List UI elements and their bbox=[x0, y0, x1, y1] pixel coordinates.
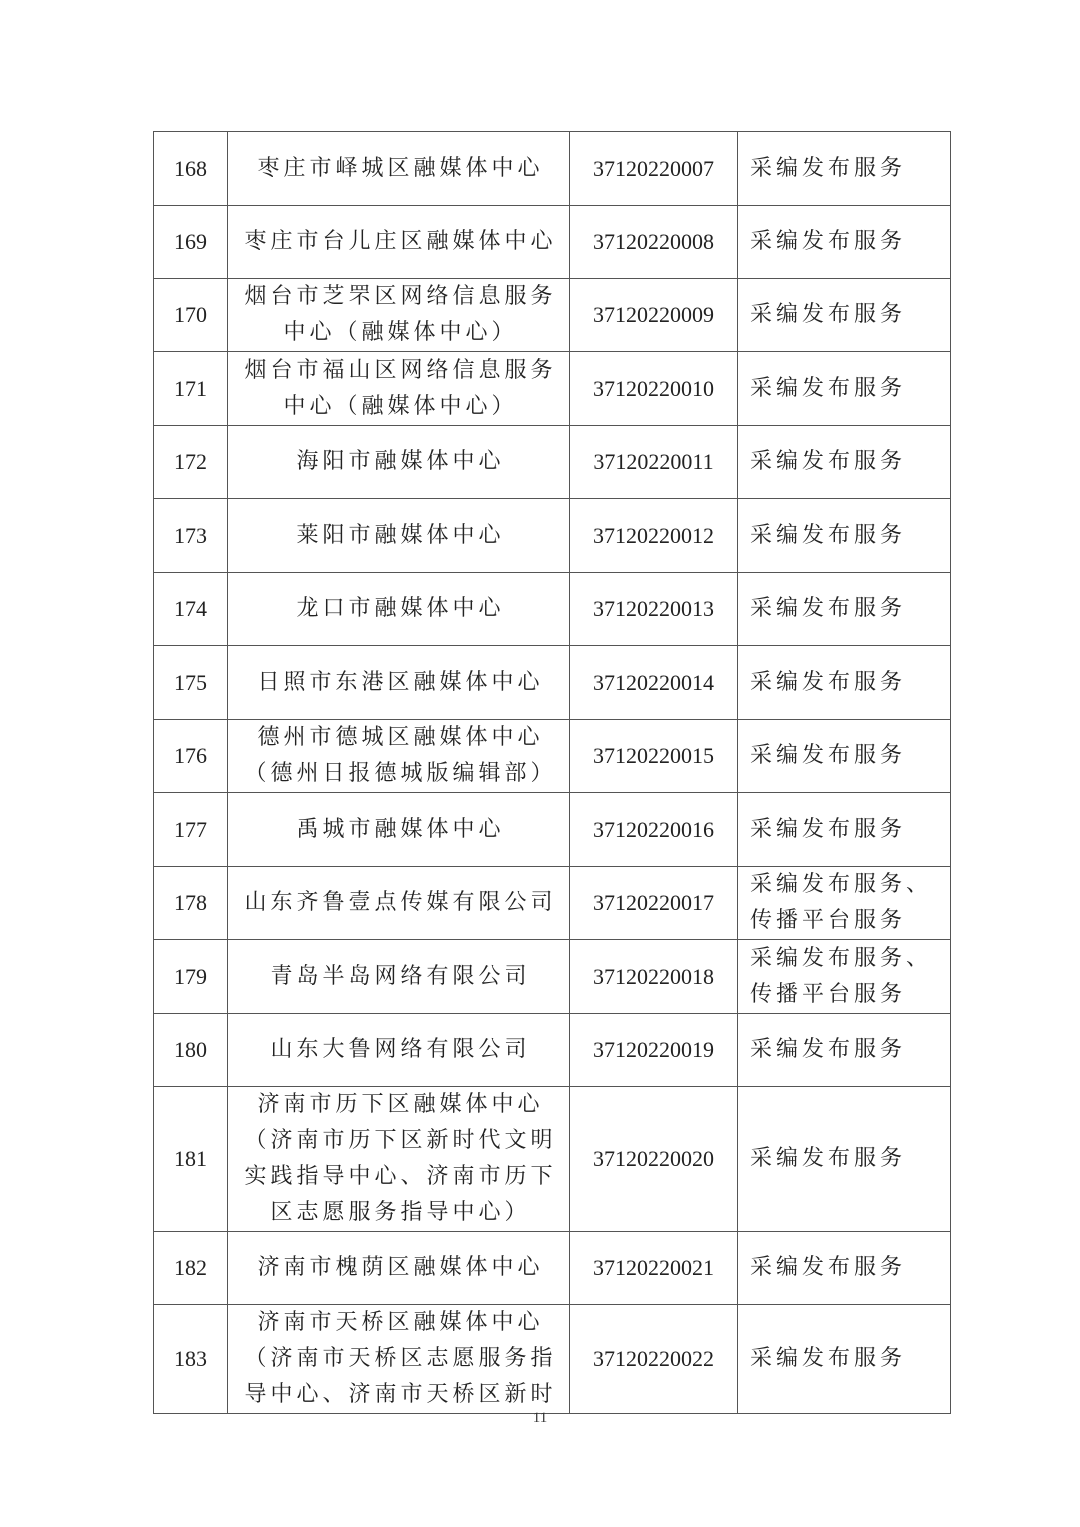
table-row bbox=[154, 573, 951, 646]
table-row bbox=[154, 940, 951, 1014]
table-row bbox=[154, 426, 951, 499]
cell-service-type bbox=[738, 1232, 951, 1305]
cell-service-type bbox=[738, 573, 951, 646]
cell-license-code: 37120220020 bbox=[570, 1087, 738, 1232]
cell-serial-number: 178 bbox=[154, 867, 228, 940]
cell-license-code: 37120220009 bbox=[570, 279, 738, 352]
cell-service-type bbox=[738, 720, 951, 793]
cell-serial-number: 182 bbox=[154, 1232, 228, 1305]
cell-service-type bbox=[738, 206, 951, 279]
cell-organization-name bbox=[228, 352, 570, 426]
service-type-line: 采编发布服务 bbox=[750, 1037, 907, 1062]
cell-organization-name bbox=[228, 1087, 570, 1232]
service-type-line: 采编发布服务 bbox=[750, 1255, 907, 1280]
cell-serial-number: 176 bbox=[154, 720, 228, 793]
table-row bbox=[154, 352, 951, 426]
organization-name-line: 枣庄市台儿庄区融媒体中心 bbox=[244, 229, 557, 254]
cell-organization-name bbox=[228, 499, 570, 573]
cell-serial-number: 181 bbox=[154, 1087, 228, 1232]
cell-serial-number: 170 bbox=[154, 279, 228, 352]
organization-name-line: 日照市东港区融媒体中心 bbox=[257, 669, 544, 695]
page-number: 11 bbox=[532, 1410, 548, 1426]
service-type-line: 采编发布服务 bbox=[750, 229, 907, 254]
cell-organization-name bbox=[228, 1305, 570, 1414]
cell-license-code: 37120220011 bbox=[570, 426, 738, 499]
cell-service-type bbox=[738, 646, 951, 720]
cell-license-code: 37120220016 bbox=[570, 793, 738, 867]
cell-organization-name bbox=[228, 1232, 570, 1305]
service-type-line: 采编发布服务 bbox=[750, 522, 907, 548]
service-type-line: 传播平台服务 bbox=[750, 908, 907, 933]
cell-organization-name bbox=[228, 940, 570, 1014]
cell-service-type bbox=[738, 1087, 951, 1232]
cell-service-type bbox=[738, 867, 951, 940]
organization-name-line: 区志愿服务指导中心） bbox=[270, 1200, 531, 1225]
cell-service-type bbox=[738, 940, 951, 1014]
organization-name-line: 济南市历下区融媒体中心 bbox=[257, 1092, 544, 1117]
organization-name-line: 山东齐鲁壹点传媒有限公司 bbox=[244, 890, 557, 915]
organization-name-line: 济南市天桥区融媒体中心 bbox=[257, 1310, 544, 1335]
table-row bbox=[154, 1014, 951, 1087]
cell-serial-number: 177 bbox=[154, 793, 228, 867]
service-type-line: 采编发布服务 bbox=[750, 669, 907, 695]
service-type-line: 采编发布服务 bbox=[750, 155, 907, 181]
table-row bbox=[154, 720, 951, 793]
service-type-line: 采编发布服务 bbox=[750, 375, 907, 401]
service-type-line: 采编发布服务 bbox=[750, 449, 907, 474]
cell-license-code: 37120220019 bbox=[570, 1014, 738, 1087]
cell-serial-number: 172 bbox=[154, 426, 228, 499]
table-row bbox=[154, 206, 951, 279]
cell-license-code: 37120220018 bbox=[570, 940, 738, 1014]
table-row bbox=[154, 793, 951, 867]
cell-organization-name bbox=[228, 1014, 570, 1087]
organization-name-line: 枣庄市峄城区融媒体中心 bbox=[257, 155, 544, 181]
cell-serial-number: 179 bbox=[154, 940, 228, 1014]
cell-service-type bbox=[738, 132, 951, 206]
organization-name-line: 导中心、济南市天桥区新时 bbox=[244, 1382, 557, 1407]
table-row bbox=[154, 499, 951, 573]
cell-serial-number: 175 bbox=[154, 646, 228, 720]
table-row bbox=[154, 1232, 951, 1305]
cell-organization-name bbox=[228, 206, 570, 279]
cell-serial-number: 171 bbox=[154, 352, 228, 426]
cell-license-code: 37120220008 bbox=[570, 206, 738, 279]
cell-license-code: 37120220017 bbox=[570, 867, 738, 940]
organization-name-line: 中心（融媒体中心） bbox=[283, 393, 518, 419]
table-row bbox=[154, 132, 951, 206]
cell-service-type bbox=[738, 1014, 951, 1087]
cell-organization-name bbox=[228, 426, 570, 499]
cell-organization-name bbox=[228, 573, 570, 646]
cell-organization-name bbox=[228, 793, 570, 867]
cell-license-code: 37120220007 bbox=[570, 132, 738, 206]
service-type-line: 采编发布服务 bbox=[750, 1146, 907, 1171]
cell-license-code: 37120220010 bbox=[570, 352, 738, 426]
organization-name-line: 青岛半岛网络有限公司 bbox=[270, 963, 531, 989]
cell-service-type bbox=[738, 1305, 951, 1414]
table-row bbox=[154, 279, 951, 352]
cell-license-code: 37120220021 bbox=[570, 1232, 738, 1305]
cell-organization-name bbox=[228, 132, 570, 206]
table-row bbox=[154, 1305, 951, 1414]
service-type-line: 传播平台服务 bbox=[750, 981, 907, 1007]
table-row bbox=[154, 646, 951, 720]
cell-serial-number: 173 bbox=[154, 499, 228, 573]
cell-license-code: 37120220015 bbox=[570, 720, 738, 793]
registry-table bbox=[153, 131, 951, 1414]
table-row bbox=[154, 867, 951, 940]
cell-service-type bbox=[738, 499, 951, 573]
cell-serial-number: 174 bbox=[154, 573, 228, 646]
organization-name-line: 德州市德城区融媒体中心 bbox=[257, 725, 544, 750]
service-type-line: 采编发布服务、 bbox=[750, 945, 933, 971]
cell-serial-number: 183 bbox=[154, 1305, 228, 1414]
cell-license-code: 37120220013 bbox=[570, 573, 738, 646]
service-type-line: 采编发布服务 bbox=[750, 302, 907, 327]
table-row bbox=[154, 1087, 951, 1232]
cell-serial-number: 180 bbox=[154, 1014, 228, 1087]
organization-name-line: （德州日报德城版编辑部） bbox=[244, 761, 557, 786]
organization-name-line: 中心（融媒体中心） bbox=[283, 320, 518, 345]
cell-service-type bbox=[738, 793, 951, 867]
cell-organization-name bbox=[228, 646, 570, 720]
cell-serial-number: 168 bbox=[154, 132, 228, 206]
organization-name-line: 山东大鲁网络有限公司 bbox=[270, 1037, 531, 1062]
cell-service-type bbox=[738, 352, 951, 426]
service-type-line: 采编发布服务 bbox=[750, 816, 907, 842]
cell-organization-name bbox=[228, 720, 570, 793]
organization-name-line: 禹城市融媒体中心 bbox=[296, 816, 505, 842]
service-type-line: 采编发布服务、 bbox=[750, 872, 933, 897]
organization-name-line: 实践指导中心、济南市历下 bbox=[244, 1164, 557, 1189]
cell-license-code: 37120220014 bbox=[570, 646, 738, 720]
service-type-line: 采编发布服务 bbox=[750, 1346, 907, 1371]
organization-name-line: 济南市槐荫区融媒体中心 bbox=[257, 1255, 544, 1280]
organization-name-line: 海阳市融媒体中心 bbox=[296, 449, 505, 474]
cell-serial-number: 169 bbox=[154, 206, 228, 279]
organization-name-line: （济南市历下区新时代文明 bbox=[244, 1128, 557, 1153]
organization-name-line: 莱阳市融媒体中心 bbox=[296, 522, 505, 548]
organization-name-line: 烟台市芝罘区网络信息服务 bbox=[244, 284, 557, 309]
service-type-line: 采编发布服务 bbox=[750, 743, 907, 768]
cell-license-code: 37120220022 bbox=[570, 1305, 738, 1414]
table-body bbox=[154, 132, 951, 1414]
organization-name-line: （济南市天桥区志愿服务指 bbox=[244, 1346, 557, 1371]
cell-license-code: 37120220012 bbox=[570, 499, 738, 573]
service-type-line: 采编发布服务 bbox=[750, 596, 907, 621]
cell-service-type bbox=[738, 426, 951, 499]
cell-service-type bbox=[738, 279, 951, 352]
organization-name-line: 烟台市福山区网络信息服务 bbox=[244, 357, 557, 383]
cell-organization-name bbox=[228, 867, 570, 940]
cell-organization-name bbox=[228, 279, 570, 352]
organization-name-line: 龙口市融媒体中心 bbox=[296, 596, 505, 621]
